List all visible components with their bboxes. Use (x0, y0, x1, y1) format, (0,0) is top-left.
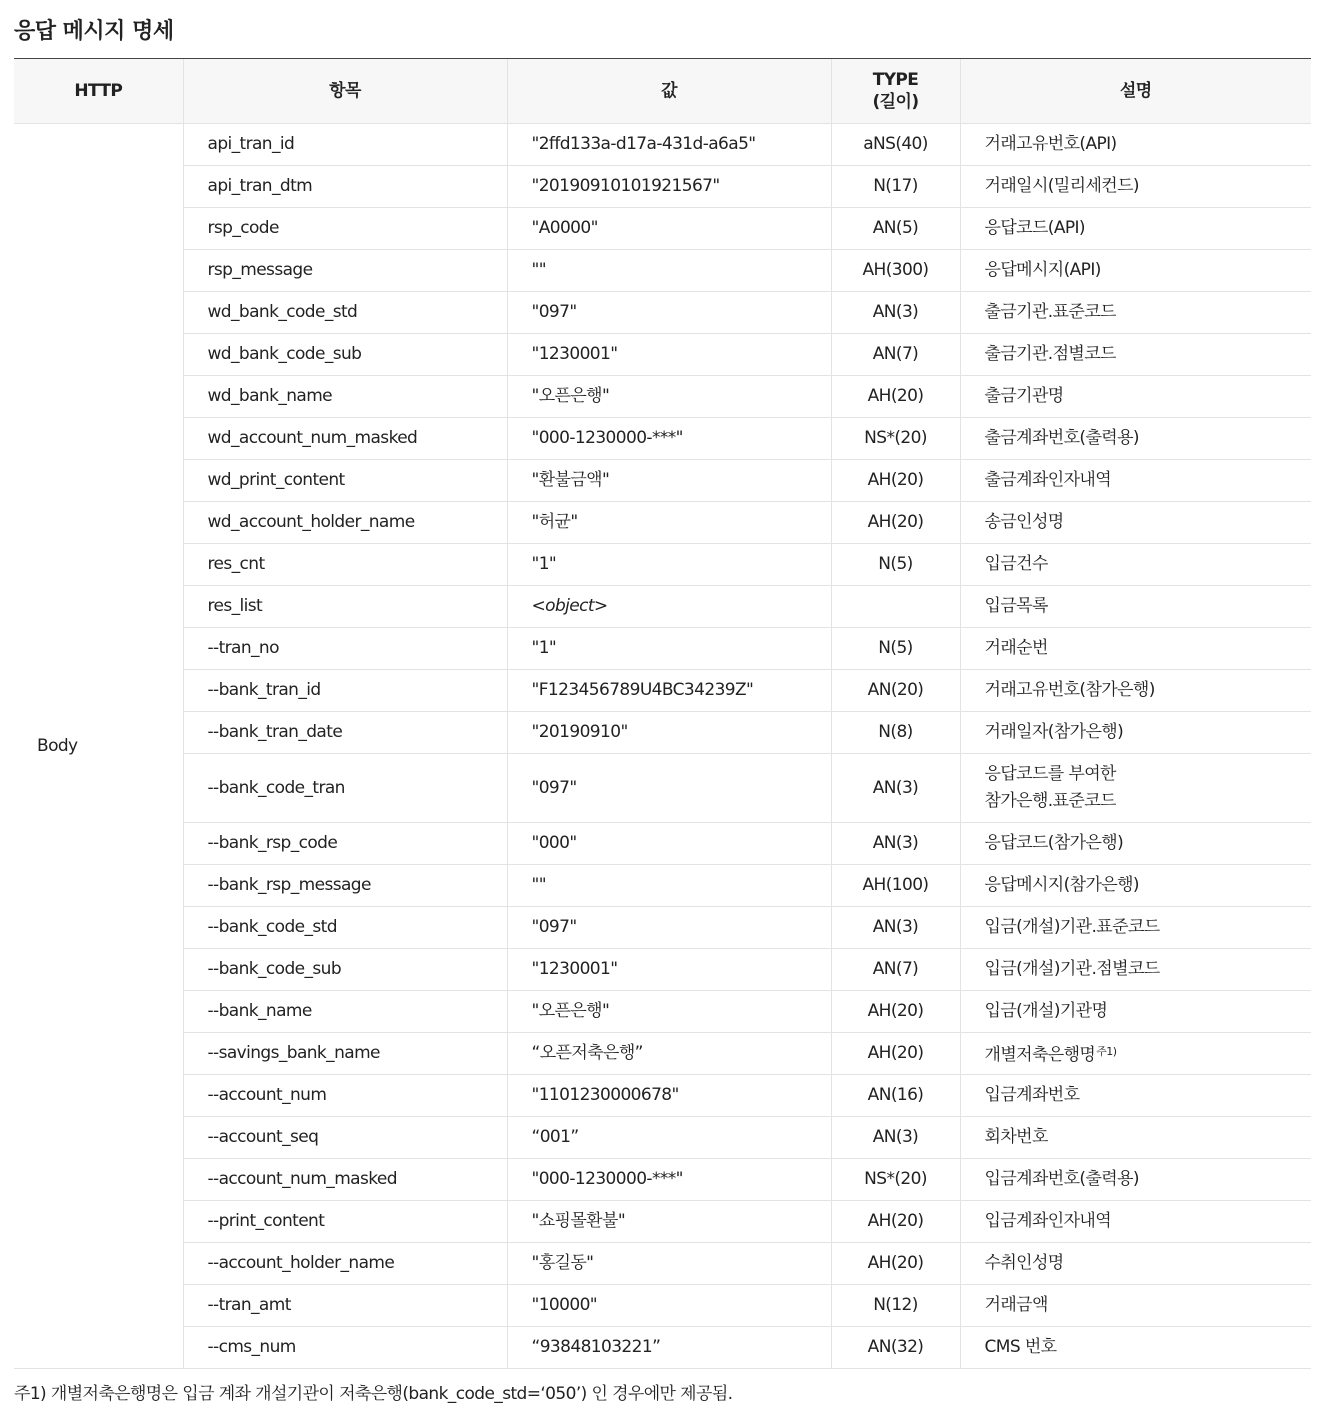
header-type-length: (길이) (872, 92, 919, 112)
table-row (14, 1117, 1311, 1159)
type-cell: AN(20) (831, 670, 960, 712)
header-item: 항목 (183, 59, 507, 124)
table-row (14, 670, 1311, 712)
desc-cell (960, 124, 1311, 166)
desc-cell (960, 502, 1311, 544)
table-row (14, 1159, 1311, 1201)
value-cell: "097" (507, 754, 831, 823)
desc-text: 송금인성명 (984, 512, 1064, 532)
item-cell: --bank_name (183, 991, 507, 1033)
desc-cell (960, 334, 1311, 376)
value-cell: "097" (507, 292, 831, 334)
desc-cell (960, 1201, 1311, 1243)
item-cell: --account_holder_name (183, 1243, 507, 1285)
type-cell: AN(3) (831, 754, 960, 823)
type-cell: AN(16) (831, 1075, 960, 1117)
type-cell: AN(7) (831, 334, 960, 376)
desc-text: 출금계좌번호(출력용) (984, 428, 1139, 448)
item-cell: wd_bank_code_sub (183, 334, 507, 376)
value-cell: "000-1230000-***" (507, 418, 831, 460)
value-object: <object> (531, 596, 608, 616)
table-header-row (14, 59, 1311, 124)
value-cell: “93848103221” (507, 1327, 831, 1369)
value-cell: "홍길동" (507, 1243, 831, 1285)
table-row (14, 991, 1311, 1033)
value-cell: "2ffd133a-d17a-431d-a6a5" (507, 124, 831, 166)
desc-text: 거래일자(참가은행) (984, 722, 1124, 742)
value-cell: "허균" (507, 502, 831, 544)
value-cell: "20190910101921567" (507, 166, 831, 208)
desc-text: 수취인성명 (984, 1253, 1064, 1273)
type-cell: AN(3) (831, 823, 960, 865)
type-cell: AH(20) (831, 502, 960, 544)
desc-text: 응답코드(참가은행) (984, 833, 1124, 853)
type-cell: aNS(40) (831, 124, 960, 166)
table-row (14, 823, 1311, 865)
item-cell: wd_account_holder_name (183, 502, 507, 544)
desc-text: 응답코드(API) (984, 218, 1085, 238)
type-cell: AN(5) (831, 208, 960, 250)
table-row (14, 502, 1311, 544)
item-cell: --tran_no (183, 628, 507, 670)
table-row (14, 628, 1311, 670)
item-cell: --bank_rsp_message (183, 865, 507, 907)
desc-cell (960, 418, 1311, 460)
desc-text: 거래고유번호(API) (984, 134, 1117, 154)
table-row (14, 250, 1311, 292)
header-value: 값 (507, 59, 831, 124)
desc-cell (960, 949, 1311, 991)
value-cell: "A0000" (507, 208, 831, 250)
type-cell: AH(20) (831, 1033, 960, 1075)
item-cell: res_list (183, 586, 507, 628)
table-row (14, 907, 1311, 949)
item-cell: --account_seq (183, 1117, 507, 1159)
table-row (14, 712, 1311, 754)
type-cell: AH(20) (831, 991, 960, 1033)
desc-text: 거래순번 (984, 638, 1048, 658)
desc-cell (960, 250, 1311, 292)
value-cell: "F123456789U4BC34239Z" (507, 670, 831, 712)
value-cell: "환불금액" (507, 460, 831, 502)
table-row (14, 376, 1311, 418)
type-cell: N(8) (831, 712, 960, 754)
footnote: 주1) 개별저축은행명은 입금 계좌 개설기관이 저축은행(bank_code_std=‘050’) 인 경우에만 제공됨. (14, 1384, 733, 1404)
desc-text: 출금기관.점별코드 (984, 344, 1116, 364)
table-row (14, 1243, 1311, 1285)
desc-text: 개별저축은행명 (984, 1045, 1096, 1065)
desc-cell (960, 1075, 1311, 1117)
desc-text: 응답메시지(참가은행) (984, 875, 1139, 895)
desc-text: 입금계좌번호(출력용) (984, 1169, 1139, 1189)
value-cell: "1" (507, 628, 831, 670)
item-cell: --bank_code_sub (183, 949, 507, 991)
header-type (831, 59, 960, 124)
header-type-label: TYPE (872, 70, 919, 90)
item-cell: --savings_bank_name (183, 1033, 507, 1075)
type-cell: N(17) (831, 166, 960, 208)
item-cell: wd_print_content (183, 460, 507, 502)
desc-cell (960, 907, 1311, 949)
desc-cell (960, 376, 1311, 418)
type-cell: AN(7) (831, 949, 960, 991)
desc-cell (960, 1243, 1311, 1285)
header-desc: 설명 (960, 59, 1311, 124)
type-cell: AN(3) (831, 292, 960, 334)
value-cell: “001” (507, 1117, 831, 1159)
item-cell: wd_bank_code_std (183, 292, 507, 334)
value-cell: "10000" (507, 1285, 831, 1327)
desc-cell (960, 544, 1311, 586)
desc-cell (960, 1033, 1311, 1075)
item-cell: --print_content (183, 1201, 507, 1243)
item-cell: api_tran_dtm (183, 166, 507, 208)
table-row (14, 1327, 1311, 1369)
desc-cell (960, 208, 1311, 250)
table-row (14, 1075, 1311, 1117)
desc-cell (960, 166, 1311, 208)
value-cell: "000-1230000-***" (507, 1159, 831, 1201)
type-cell: AN(32) (831, 1327, 960, 1369)
table-row (14, 460, 1311, 502)
desc-text: 입금계좌인자내역 (984, 1211, 1112, 1231)
desc-text: 거래금액 (984, 1295, 1048, 1315)
table-row (14, 166, 1311, 208)
item-cell: --bank_code_std (183, 907, 507, 949)
desc-cell (960, 1159, 1311, 1201)
desc-cell (960, 1327, 1311, 1369)
desc-cell (960, 586, 1311, 628)
desc-cell (960, 991, 1311, 1033)
value-cell: "오픈은행" (507, 376, 831, 418)
item-cell: --bank_tran_id (183, 670, 507, 712)
value-cell: "쇼핑몰환불" (507, 1201, 831, 1243)
desc-text-line2: 참가은행.표준코드 (984, 791, 1116, 811)
value-cell: "" (507, 865, 831, 907)
http-group-cell: Body (14, 124, 183, 1369)
item-cell: --bank_tran_date (183, 712, 507, 754)
table-row (14, 544, 1311, 586)
item-cell: api_tran_id (183, 124, 507, 166)
table-row (14, 754, 1311, 823)
table-row (14, 334, 1311, 376)
desc-text: 응답메시지(API) (984, 260, 1101, 280)
type-cell: N(5) (831, 544, 960, 586)
desc-cell (960, 712, 1311, 754)
desc-text: 출금기관.표준코드 (984, 302, 1116, 322)
desc-cell (960, 670, 1311, 712)
desc-text: 회차번호 (984, 1127, 1048, 1147)
desc-cell (960, 865, 1311, 907)
item-cell: wd_bank_name (183, 376, 507, 418)
value-cell: "오픈은행" (507, 991, 831, 1033)
type-cell: AH(20) (831, 1201, 960, 1243)
type-cell: N(5) (831, 628, 960, 670)
response-spec-table (14, 58, 1311, 1369)
value-cell (507, 586, 831, 628)
desc-text: 입금(개설)기관명 (984, 1001, 1108, 1021)
desc-text: 입금(개설)기관.점별코드 (984, 959, 1160, 979)
table-row (14, 1285, 1311, 1327)
table-row (14, 949, 1311, 991)
value-cell: “오픈저축은행” (507, 1033, 831, 1075)
value-cell: "1230001" (507, 334, 831, 376)
type-cell: NS*(20) (831, 418, 960, 460)
type-cell: AH(300) (831, 250, 960, 292)
item-cell: --bank_rsp_code (183, 823, 507, 865)
footnote-marker: 주1) (1096, 1045, 1117, 1058)
desc-cell (960, 754, 1311, 823)
table-row (14, 418, 1311, 460)
desc-cell (960, 1285, 1311, 1327)
desc-text: 입금목록 (984, 596, 1048, 616)
item-cell: --bank_code_tran (183, 754, 507, 823)
item-cell: wd_account_num_masked (183, 418, 507, 460)
desc-text: 출금계좌인자내역 (984, 470, 1112, 490)
desc-text: 입금계좌번호 (984, 1085, 1080, 1105)
item-cell: --account_num (183, 1075, 507, 1117)
desc-cell (960, 1117, 1311, 1159)
desc-cell (960, 292, 1311, 334)
desc-cell (960, 823, 1311, 865)
type-cell: AH(20) (831, 460, 960, 502)
desc-text: 거래고유번호(참가은행) (984, 680, 1155, 700)
table-row (14, 865, 1311, 907)
desc-text: 응답코드를 부여한 (984, 764, 1116, 784)
table-row (14, 1033, 1311, 1075)
type-cell: AH(100) (831, 865, 960, 907)
value-cell: "" (507, 250, 831, 292)
item-cell: --cms_num (183, 1327, 507, 1369)
table-body (14, 124, 1311, 1369)
type-cell: AN(3) (831, 907, 960, 949)
desc-text: 입금건수 (984, 554, 1048, 574)
value-cell: "1101230000678" (507, 1075, 831, 1117)
desc-cell (960, 460, 1311, 502)
desc-text: CMS 번호 (984, 1337, 1057, 1357)
table-row (14, 1201, 1311, 1243)
header-http: HTTP (14, 59, 183, 124)
desc-text: 출금기관명 (984, 386, 1064, 406)
table-row (14, 208, 1311, 250)
table-row (14, 124, 1311, 166)
type-cell (831, 586, 960, 628)
type-cell: NS*(20) (831, 1159, 960, 1201)
value-cell: "1" (507, 544, 831, 586)
value-cell: "097" (507, 907, 831, 949)
item-cell: res_cnt (183, 544, 507, 586)
item-cell: --account_num_masked (183, 1159, 507, 1201)
desc-text: 입금(개설)기관.표준코드 (984, 917, 1160, 937)
type-cell: N(12) (831, 1285, 960, 1327)
item-cell: rsp_code (183, 208, 507, 250)
page-title: 응답 메시지 명세 (14, 19, 174, 44)
item-cell: rsp_message (183, 250, 507, 292)
desc-cell (960, 628, 1311, 670)
value-cell: "1230001" (507, 949, 831, 991)
value-cell: "20190910" (507, 712, 831, 754)
type-cell: AH(20) (831, 1243, 960, 1285)
value-cell: "000" (507, 823, 831, 865)
desc-text: 거래일시(밀리세컨드) (984, 176, 1139, 196)
type-cell: AN(3) (831, 1117, 960, 1159)
item-cell: --tran_amt (183, 1285, 507, 1327)
type-cell: AH(20) (831, 376, 960, 418)
table-row (14, 292, 1311, 334)
table-row (14, 586, 1311, 628)
